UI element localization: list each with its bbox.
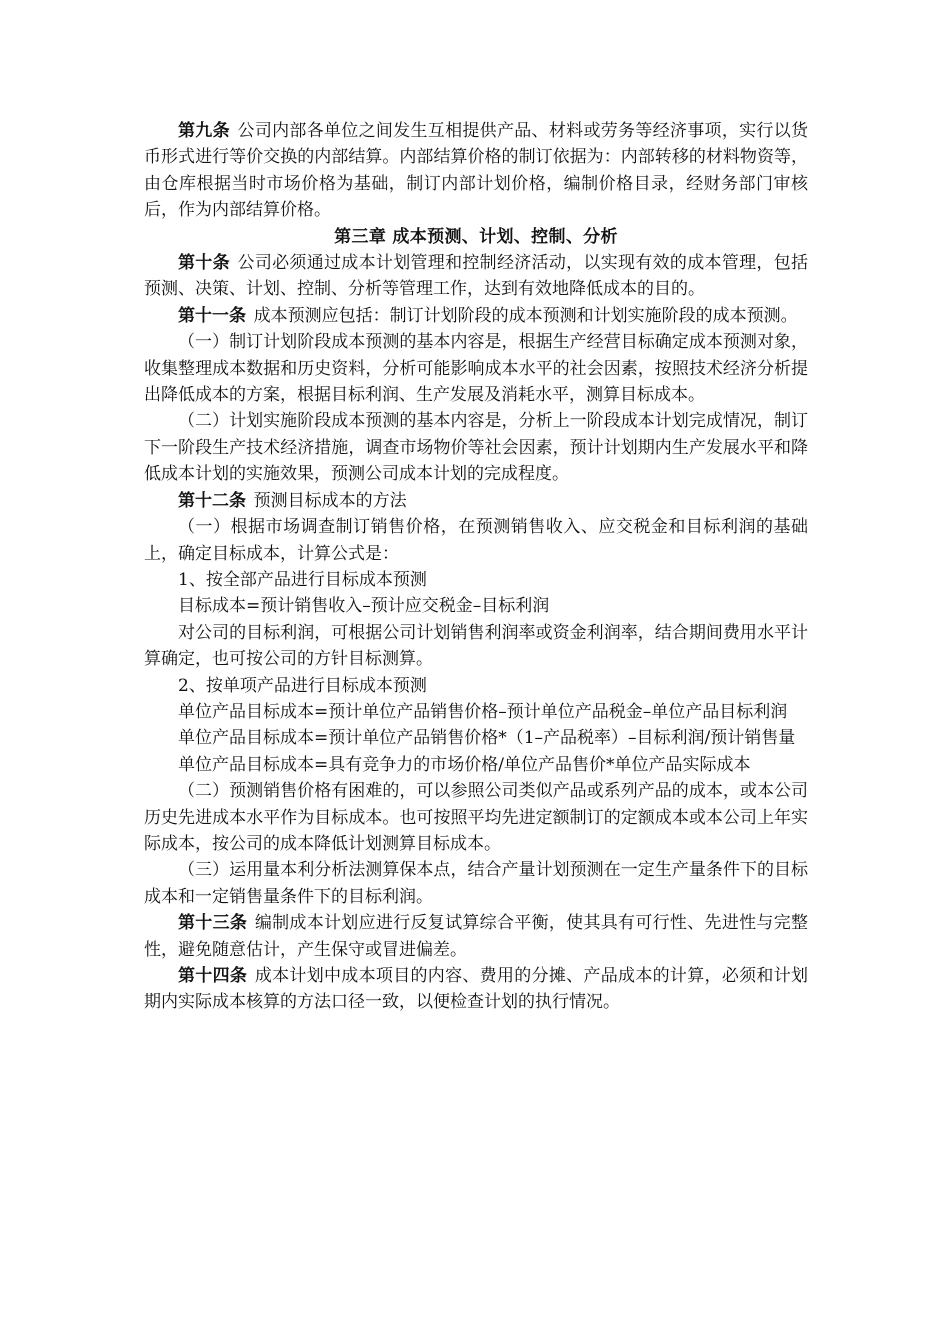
paragraph [144,699,808,725]
paragraph [144,250,808,303]
paragraph-text: 编制成本计划应进行反复试算综合平衡，使其具有可行性、先进性与完整性，避免随意估计，产生保守或冒进偏差。 [144,913,809,960]
paragraph-text: 对公司的目标利润，可根据公司计划销售利润率或资金利润率，结合期间费用水平计算确定，也可按公司的方针目标测算。 [144,622,808,670]
chapter-heading: 第三章 成本预测、计划、控制、分析 [334,226,618,247]
paragraph-text: （二）预测销售价格有困难的，可以参照公司类似产品或系列产品的成本，或本公司历史先进成本水平作为目标成本。也可按照平均先进定额制订的定额成本或本公司上年实际成本，按公司的成本降低计划测算目标成本。 [144,781,808,854]
paragraph [144,857,808,910]
article-number: 第十条 [178,253,230,274]
paragraph-text: 公司内部各单位之间发生互相提供产品、材料或劳务等经济事项，实行以货币形式进行等价交换的内部结算。内部结算价格的制订依据为：内部转移的材料物资等，由仓库根据当时市场价格为基础，制订内部计划价格，编制价格目录，经财务部门审核后，作为内部结算价格。 [144,121,809,221]
paragraph [144,303,808,329]
paragraph [144,620,808,673]
paragraph [144,118,808,224]
paragraph-text: 1、按全部产品进行目标成本预测 [178,569,427,590]
paragraph-text: （一）根据市场调查制订销售价格，在预测销售收入、应交税金和目标利润的基础上，确定目标成本，计算公式是： [144,517,808,564]
paragraph [144,514,808,567]
article-number: 第十三条 [178,913,248,934]
paragraph [144,408,808,487]
paragraph [144,329,808,408]
paragraph-text: 公司必须通过成本计划管理和控制经济活动，以实现有效的成本管理，包括预测、决策、计划、控制、分析等管理工作，达到有效地降低成本的目的。 [144,253,809,300]
article-number: 第十二条 [178,490,246,511]
document-page [144,118,808,1016]
paragraph [144,725,808,751]
paragraph-text: 单位产品目标成本=预计单位产品销售价格–预计单位产品税金–单位产品目标利润 [178,701,788,722]
paragraph-text: 成本计划中成本项目的内容、费用的分摊、产品成本的计算，必须和计划期内实际成本核算的方法口径一致，以便检查计划的执行情况。 [144,966,809,1013]
paragraph [144,963,808,1016]
paragraph-text: 预测目标成本的方法 [253,490,407,511]
paragraph-text: 2、按单项产品进行目标成本预测 [178,675,427,696]
paragraph-text: （三）运用量本利分析法测算保本点，结合产量计划预测在一定生产量条件下的目标成本和一定销售量条件下的目标利润。 [144,860,808,907]
paragraph-text: 目标成本=预计销售收入–预计应交税金–目标利润 [178,596,550,617]
paragraph-text: （二）计划实施阶段成本预测的基本内容是，分析上一阶段成本计划完成情况，制订下一阶段生产技术经济措施，调查市场物价等社会因素，预计计划期内生产发展水平和降低成本计划的实施效果，预测公司成本计划的完成程度。 [144,411,808,485]
paragraph-text: （一）制订计划阶段成本预测的基本内容是，根据生产经营目标确定成本预测对象，收集整理成本数据和历史资料，分析可能影响成本水平的社会因素，按照技术经济分析提出降低成本的方案，根据目标利润、生产发展及消耗水平，测算目标成本。 [144,332,808,406]
paragraph [144,567,808,593]
paragraph [144,778,808,857]
paragraph [144,752,808,778]
paragraph-text: 单位产品目标成本=预计单位产品销售价格*（1–产品税率）–目标利润/预计销售量 [178,728,796,749]
paragraph [144,910,808,963]
article-number: 第十四条 [178,966,248,986]
paragraph-text: 成本预测应包括：制订计划阶段的成本预测和计划实施阶段的成本预测。 [253,305,798,326]
paragraph [144,488,808,514]
paragraph [144,593,808,619]
article-number: 第十一条 [178,305,246,326]
article-number: 第九条 [178,121,230,141]
paragraph [144,673,808,699]
paragraph-text: 单位产品目标成本=具有竞争力的市场价格/单位产品售价*单位产品实际成本 [178,754,751,775]
